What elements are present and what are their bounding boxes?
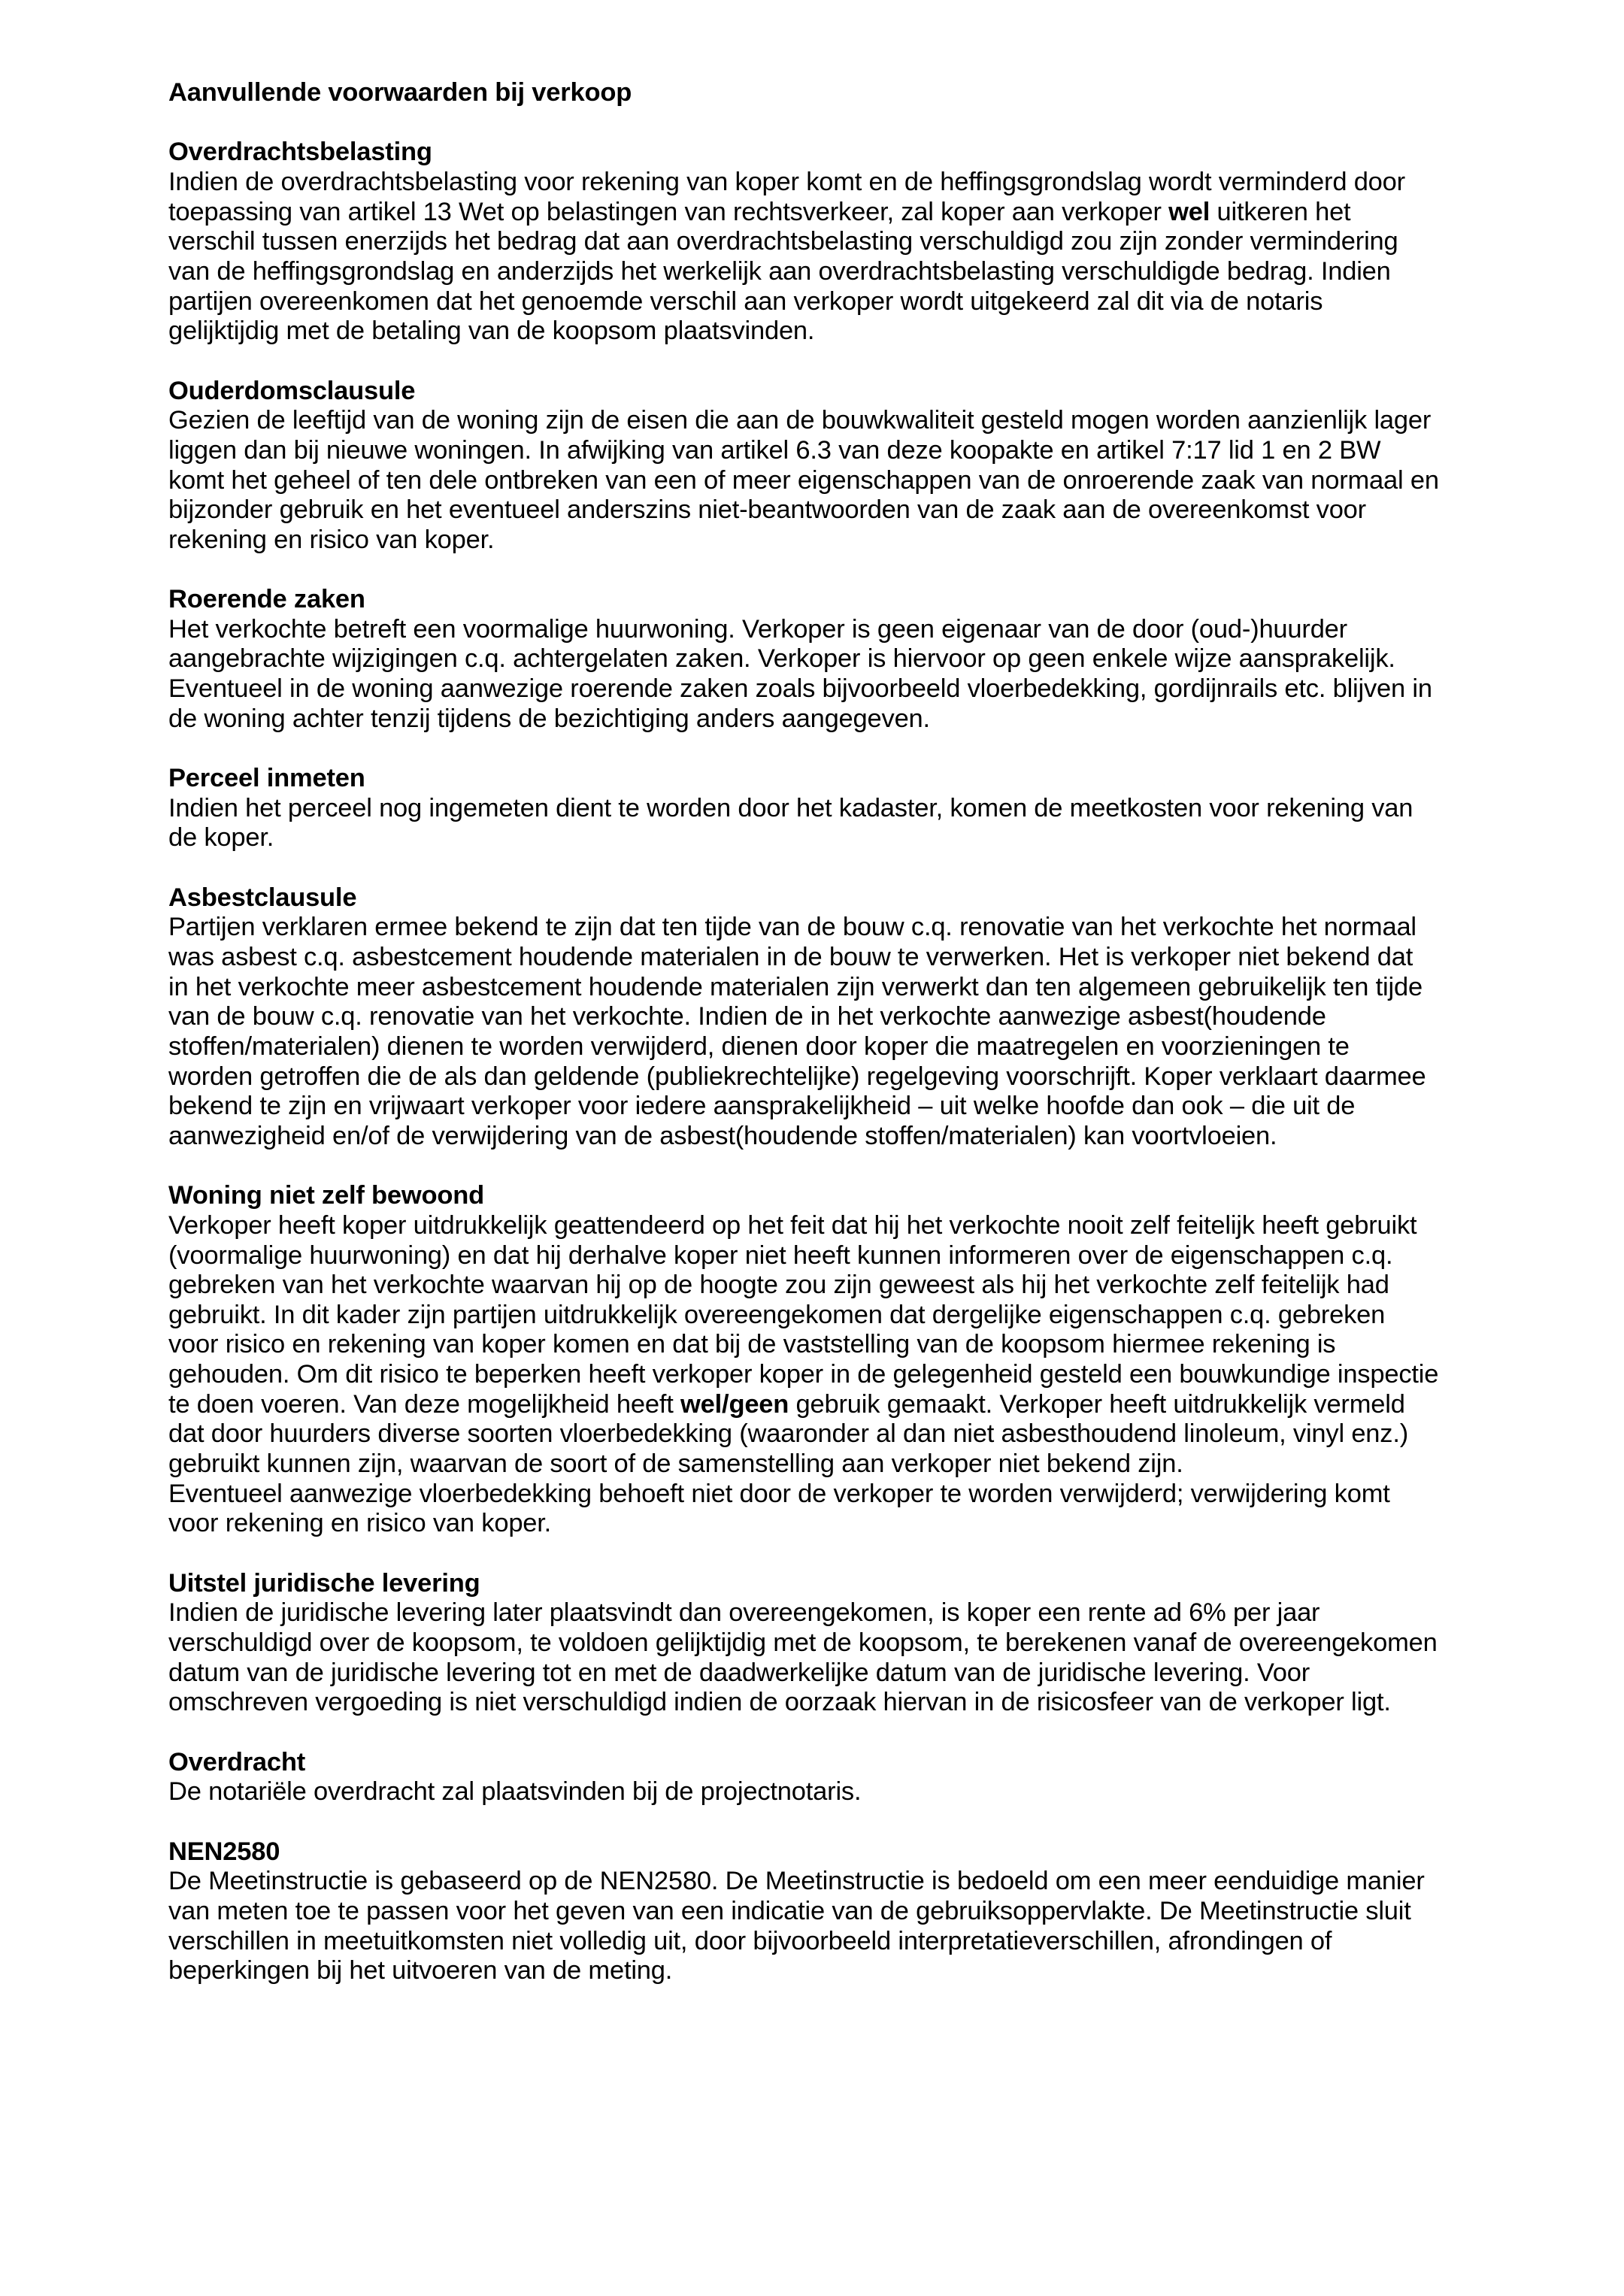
section-paragraph: [168, 615, 1439, 735]
paragraph-run-bold: wel/geen: [680, 1389, 789, 1419]
section-heading: Uitstel juridische levering: [168, 1568, 480, 1598]
paragraph-run-bold: wel: [1168, 197, 1210, 226]
section-paragraph: [168, 913, 1439, 1151]
section-paragraph: [168, 168, 1439, 347]
section-perceel-inmeten: [168, 764, 1439, 853]
paragraph-run: De Meetinstructie is gebaseerd op de NEN2580. De Meetinstructie is bedoeld om een meer eenduidige manier van meten toe te passen voor het geven van een indicatie van de gebruiksoppervlakte. De Meetinstructie sluit verschillen in meetuitkomsten niet volledig uit, door bijvoorbeeld interpretatieverschillen, afrondingen of beperkingen bij het uitvoeren van de meting.: [168, 1867, 1425, 1986]
paragraph-run: Partijen verklaren ermee bekend te zijn dat ten tijde van de bouw c.q. renovatie van het verkochte het normaal was asbest c.q. asbestcement houdende materialen in de bouw te verwerken. Het is verkoper niet bekend dat in het verkochte meer asbestcement houdende materialen zijn verwerkt dan ten algemeen gebruikelijk ten tijde van de bouw c.q. renovatie van het verkochte. Indien de in het verkochte aanwezige asbest(houdende stoffen/materialen) dienen te worden verwijderd, dienen door koper die maatregelen en voorzieningen te worden getroffen die de als dan geldende (publiekrechtelijke) regelgeving voorschrijft. Koper verklaart daarmee bekend te zijn en vrijwaart verkoper voor iedere aansprakelijkheid – uit welke hoofde dan ook – die uit de aanwezigheid en/of de verwijdering van de asbest(houdende stoffen/materialen) kan voortvloeien.: [168, 913, 1426, 1150]
paragraph-run: Verkoper heeft koper uitdrukkelijk geattendeerd op het feit dat hij het verkochte nooit zelf feitelijk heeft gebruikt (voormalige huurwoning) en dat hij derhalve koper niet heeft kunnen informeren over de eigenschappen c.q. gebreken van het verkochte waarvan hij op de hoogte zou zijn geweest als hij het verkochte zelf feitelijk had gebruikt. In dit kader zijn partijen uitdrukkelijk overeengekomen dat dergelijke eigenschappen c.q. gebreken voor risico en rekening van koper komen en dat bij de vaststelling van de koopsom hiermee rekening is gehouden. Om dit risico te beperken heeft verkoper koper in de gelegenheid gesteld een bouwkundige inspectie te doen voeren. Van deze mogelijkheid heeft: [168, 1210, 1439, 1419]
section-heading: Asbestclausule: [168, 883, 357, 912]
section-uitstel-juridische-levering: [168, 1569, 1439, 1718]
section-ouderdomsclausule: [168, 377, 1439, 556]
section-heading: NEN2580: [168, 1837, 280, 1866]
section-paragraph: [168, 794, 1439, 853]
section-paragraph: [168, 406, 1439, 555]
section-paragraph: [168, 1211, 1439, 1480]
section-heading: Roerende zaken: [168, 585, 365, 614]
paragraph-run: De notariële overdracht zal plaatsvinden bij de projectnotaris.: [168, 1777, 862, 1807]
section-heading: Perceel inmeten: [168, 764, 365, 793]
section-nen2580: [168, 1837, 1439, 1986]
paragraph-run: Het verkochte betreft een voormalige huurwoning. Verkoper is geen eigenaar van de door (oud-)huurder aangebrachte wijzigingen c.q. achtergelaten zaken. Verkoper is hiervoor op geen enkele wijze aansprakelijk. Eventueel in de woning aanwezige roerende zaken zoals bijvoorbeeld vloerbedekking, gordijnrails etc. blijven in de woning achter tenzij tijdens de bezichtiging anders aangegeven.: [168, 614, 1432, 733]
paragraph-run: Gezien de leeftijd van de woning zijn de eisen die aan de bouwkwaliteit gesteld mogen worden aanzienlijk lager liggen dan bij nieuwe woningen. In afwijking van artikel 6.3 van deze koopakte en artikel 7:17 lid 1 en 2 BW komt het geheel of ten dele ontbreken van een of meer eigenschappen van de onroerende zaak van normaal en bijzonder gebruik en het eventueel anderszins niet-beantwoorden van de zaak aan de overeenkomst voor rekening en risico van koper.: [168, 406, 1439, 554]
paragraph-run: Indien de overdrachtsbelasting voor rekening van koper komt en de heffingsgrondslag wordt verminderd door toepassing van artikel 13 Wet op belastingen van rechtsverkeer, zal koper aan verkoper: [168, 167, 1405, 226]
document-title: Aanvullende voorwaarden bij verkoop: [168, 78, 632, 107]
section-woning-niet-zelf-bewoond: [168, 1181, 1439, 1539]
section-roerende-zaken: [168, 585, 1439, 734]
section-paragraph: [168, 1777, 1439, 1807]
section-heading: Ouderdomsclausule: [168, 376, 416, 405]
section-paragraph: [168, 1598, 1439, 1718]
paragraph-run: uitkeren het verschil tussen enerzijds het bedrag dat aan overdrachtsbelasting verschuldigd zou zijn zonder vermindering van de heffingsgrondslag en anderzijds het werkelijk aan overdrachtsbelasting verschuldigde bedrag. Indien partijen overeenkomen dat het genoemde verschil aan verkoper wordt uitgekeerd zal dit via de notaris gelijktijdig met de betaling van de koopsom plaatsvinden.: [168, 197, 1398, 346]
paragraph-run: Indien het perceel nog ingemeten dient te worden door het kadaster, komen de meetkosten voor rekening van de koper.: [168, 793, 1413, 853]
section-paragraph: [168, 1480, 1439, 1539]
paragraph-run: gebruik gemaakt. Verkoper heeft uitdrukkelijk vermeld dat door huurders diverse soorten vloerbedekking (waaronder al dan niet asbesthoudend linoleum, vinyl enz.) gebruikt kunnen zijn, waarvan de soort of de samenstelling aan verkoper niet bekend zijn.: [168, 1389, 1409, 1479]
paragraph-run: Eventueel aanwezige vloerbedekking behoeft niet door de verkoper te worden verwijderd; verwijdering komt voor rekening en risico van koper.: [168, 1479, 1390, 1538]
paragraph-run: Indien de juridische levering later plaatsvindt dan overeengekomen, is koper een rente ad 6% per jaar verschuldigd over de koopsom, te voldoen gelijktijdig met de koopsom, te berekenen vanaf de overeengekomen datum van de juridische levering tot en met de daadwerkelijke datum van de juridische levering. Voor omschreven vergoeding is niet verschuldigd indien de oorzaak hiervan in de risicosfeer van de verkoper ligt.: [168, 1598, 1438, 1717]
section-asbestclausule: [168, 883, 1439, 1152]
section-paragraph: [168, 1867, 1439, 1986]
section-heading: Overdrachtsbelasting: [168, 138, 432, 167]
section-heading: Overdracht: [168, 1747, 306, 1777]
section-overdrachtsbelasting: [168, 138, 1439, 347]
document-content: [168, 78, 1439, 1986]
section-heading: Woning niet zelf bewoond: [168, 1181, 485, 1210]
section-overdracht: [168, 1748, 1439, 1807]
